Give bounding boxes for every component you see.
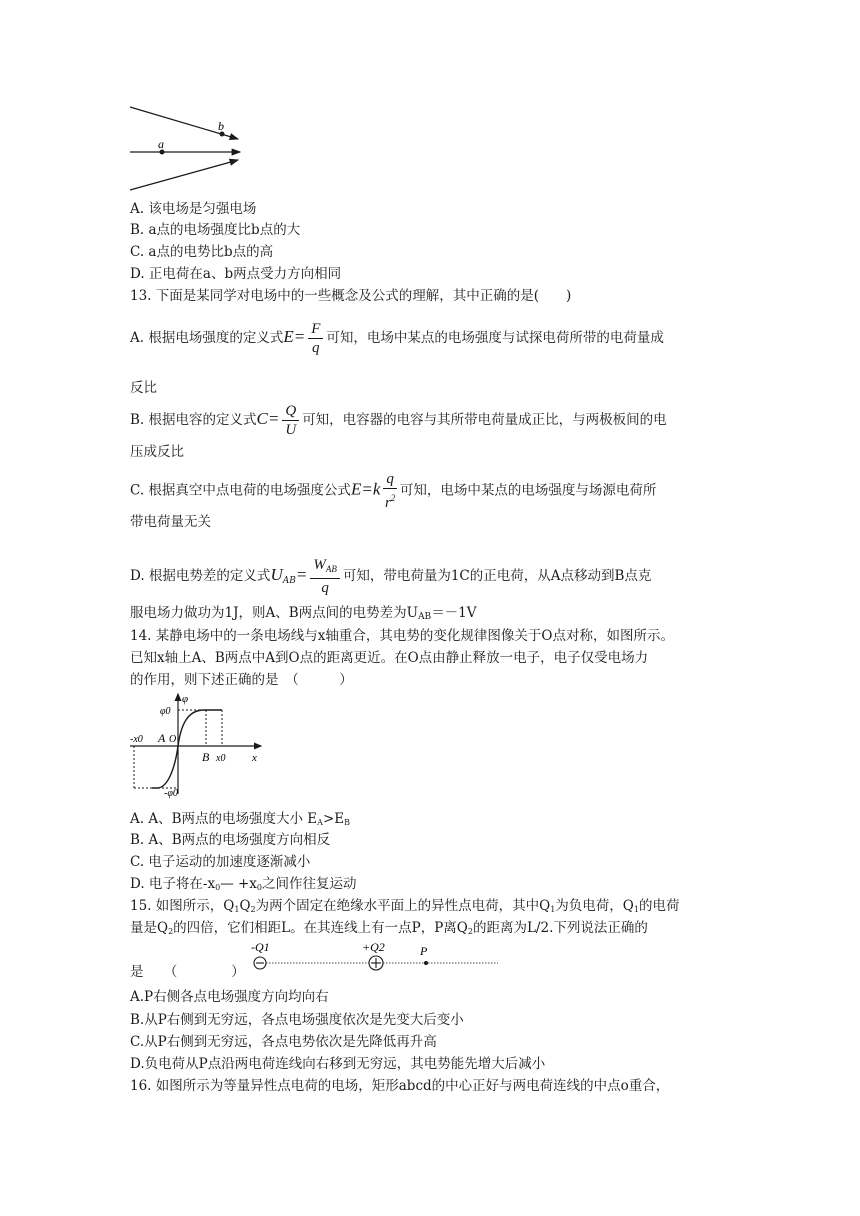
q15-stem-line1: 15. 如图所示，Q1Q2为两个固定在绝缘水平面上的异性点电荷，其中Q1为负电荷，Q1的电荷 <box>130 898 680 914</box>
potential-graph-figure <box>128 688 270 800</box>
label-a: a <box>158 137 164 151</box>
q13-option-a-cont: 反比 <box>130 380 157 396</box>
q14-option-d: D. 电子将在-x0— +x0之间作往复运动 <box>130 876 357 892</box>
label-neg-x0: -x0 <box>130 734 143 745</box>
formula-e-kq-over-r2: $\frac{q}{r^2}$ <box>384 471 396 511</box>
formula-c-q-over-u: $\frac{Q}{U}$ <box>282 402 299 439</box>
label-neg-q1: -Q1 <box>251 940 270 954</box>
field-line-bottom <box>130 160 238 190</box>
q13-option-b: B. 根据电容的定义式C= $\frac{Q}{U}$ 可知，电容器的电容与其所带电荷量成正比，与两极板间的电 <box>130 403 667 438</box>
label-O: O <box>169 734 177 745</box>
q13-option-b-cont: 压成反比 <box>130 444 184 460</box>
q12-option-a: A. 该电场是匀强电场 <box>130 201 257 217</box>
q14-stem-line2: 已知x轴上A、B两点中A到O点的距离更近。在O点由静止释放一电子，电子仅受电场力 <box>130 650 649 666</box>
q15-option-b: B.从P右侧到无穷远，各点电场强度依次是先变大后变小 <box>130 1012 464 1028</box>
q15-stem-line2: 量是Q2的四倍，它们相距L。在其连线上有一点P，P离Q2的距离为L/2.下列说法正确的 <box>130 920 648 936</box>
q12-option-d: D. 正电荷在a、b两点受力方向相同 <box>130 266 342 282</box>
q13-option-a: A. 根据电场强度的定义式E= $\frac{F}{q}$ 可知，电场中某点的电场强度与试探电荷所带的电荷量成 <box>130 321 664 356</box>
label-phi0: φ0 <box>160 706 171 717</box>
potential-curve <box>152 710 222 788</box>
q14-option-c: C. 电子运动的加速度逐渐减小 <box>130 854 311 870</box>
q13-option-d-cont: 服电场力做功为1J，则A、B两点间的电势差为UAB＝－1V <box>130 605 477 622</box>
field-lines-figure <box>128 104 248 196</box>
formula-u-w-over-q: $\frac{W_{AB}}{q}$ <box>310 556 340 597</box>
q13-option-d: D. 根据电势差的定义式$U_{AB}=$ $\frac{W_{AB}}{q}$ 可知，带电荷量为1C的正电荷，从A点移动到B点克 <box>130 557 652 596</box>
label-p: P <box>420 944 428 958</box>
q15-option-c: C.从P右侧到无穷远，各点电势依次是先降低再升高 <box>130 1034 437 1050</box>
label-neg-phi0: -φ0 <box>164 788 178 799</box>
label-pos-q2: +Q2 <box>362 940 385 954</box>
label-A: A <box>158 731 166 745</box>
point-p <box>424 961 428 965</box>
q14-option-a: A. A、B两点的电场强度大小 EA>EB <box>130 811 350 827</box>
q13-option-c: C. 根据真空中点电荷的电场强度公式E=k $\frac{q}{r^2}$ 可知，电场中某点的电场强度与场源电荷所 <box>130 471 657 511</box>
q13-stem: 13. 下面是某同学对电场中的一些概念及公式的理解，其中正确的是( ) <box>130 288 572 304</box>
label-x0: x0 <box>216 753 226 764</box>
q16-stem: 16. 如图所示为等量异性点电荷的电场，矩形abcd的中心正好与两电荷连线的中点o重合， <box>130 1078 670 1094</box>
label-phi: φ <box>182 693 189 705</box>
q14-stem-line1: 14. 某静电场中的一条电场线与x轴重合，其电势的变化规律图像关于O点对称，如图所示。 <box>130 628 674 644</box>
label-b: b <box>218 119 224 133</box>
formula-e-f-over-q: $\frac{F}{q}$ <box>308 320 323 357</box>
q12-option-c: C. a点的电势比b点的高 <box>130 244 274 260</box>
q12-option-b: B. a点的电场强度比b点的大 <box>130 222 301 238</box>
q13-option-c-cont: 带电荷量无关 <box>130 514 211 530</box>
label-x: x <box>252 752 257 764</box>
label-B: B <box>202 750 210 764</box>
q15-stem-line3: 是 （ ） <box>130 964 245 980</box>
q14-stem-line3: 的作用，则下述正确的是 （ ） <box>130 672 353 688</box>
charges-figure <box>248 940 504 976</box>
q14-option-b: B. A、B两点的电场强度方向相反 <box>130 832 331 848</box>
q15-option-d: D.负电荷从P点沿两电荷连线向右移到无穷远，其电势能先增大后减小 <box>130 1056 546 1072</box>
q15-option-a: A.P右侧各点电场强度方向均向右 <box>130 989 329 1005</box>
